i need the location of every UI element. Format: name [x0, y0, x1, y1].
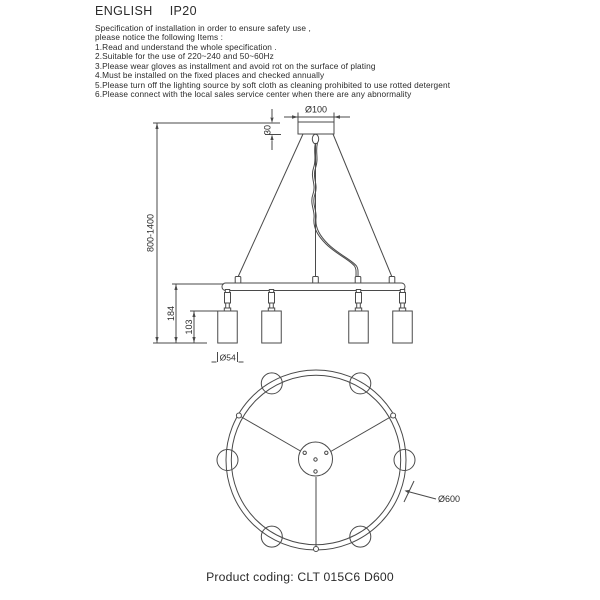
cable-attachment-point	[314, 547, 319, 552]
lamp-stem	[226, 303, 230, 308]
cord-loop	[312, 134, 318, 144]
suspension-cable-left	[238, 134, 303, 277]
cable-attachment-point	[236, 413, 241, 418]
dim-canopy-diameter	[284, 105, 350, 123]
ceiling-canopy	[298, 122, 334, 134]
spec-item: 3.Please wear gloves as installment and avoid rot on the surface of plating	[95, 60, 376, 71]
dim-shade-diameter	[212, 352, 244, 363]
side-elevation-view	[146, 105, 413, 363]
plan-lamp-shade	[394, 450, 415, 471]
center-hub	[299, 442, 333, 476]
dim-bar-to-shade-bottom	[166, 284, 224, 343]
spec-intro-line: Specification of installation in order to ensure safety use ,	[95, 23, 311, 33]
lamp-stem	[270, 303, 274, 308]
dim-label-shade-height: 103	[184, 319, 194, 335]
dim-ring-diameter	[404, 481, 460, 504]
lamp-shade	[349, 311, 369, 343]
plan-lamp-shade	[217, 450, 238, 471]
lamp-3	[349, 290, 369, 344]
dim-shade-height	[184, 311, 218, 343]
lamp-4	[393, 290, 413, 344]
dim-label-ring-diameter: Ø600	[438, 494, 461, 504]
ip-rating-label: IP20	[169, 4, 198, 18]
language-label: ENGLISH	[95, 4, 153, 18]
dim-label-canopy-diameter: Ø100	[304, 104, 328, 115]
lamp-stem	[225, 293, 231, 304]
lamp-stem	[400, 293, 406, 304]
spec-item: 4.Must be installed on the fixed places and checked annually	[95, 70, 325, 81]
cable-attachment-point	[391, 413, 396, 418]
lamp-stem	[357, 303, 361, 308]
spoke	[331, 416, 393, 452]
dim-label-canopy-height: 30	[262, 124, 273, 136]
dim-label-suspension-height: 800-1400	[145, 213, 156, 253]
lamp-stem	[269, 293, 275, 304]
mounting-bar	[222, 283, 405, 291]
lamp-stem	[401, 303, 405, 308]
spec-item: 2.Suitable for the use of 220~240 and 50~60Hz	[95, 51, 274, 62]
lamp-shade	[393, 311, 413, 343]
lamp-stem	[356, 293, 362, 304]
spec-item: 6.Please connect with the local sales service center when there are any abnormality	[95, 89, 412, 100]
dim-label-shade-diameter: Ø54	[219, 352, 236, 363]
lamp-2	[262, 290, 282, 344]
lamp-shade	[218, 311, 238, 343]
lamp-1	[218, 290, 238, 344]
spec-intro-line: please notice the following Items :	[95, 32, 224, 43]
lamp-shade	[262, 311, 282, 343]
power-cord	[312, 143, 358, 277]
spec-item: 1.Read and understand the whole specification .	[95, 41, 277, 52]
spoke	[239, 416, 301, 452]
dim-canopy-height	[263, 109, 282, 150]
product-coding: Product coding: CLT 015C6 D600	[206, 570, 394, 584]
plan-view	[217, 370, 460, 552]
dim-label-bar-to-shade-bottom: 184	[166, 305, 176, 322]
suspension-cable-right	[333, 134, 392, 277]
spec-item: 5.Please turn off the lighting source by soft cloth as cleaning prohibited to use rotted detergent	[95, 79, 451, 90]
